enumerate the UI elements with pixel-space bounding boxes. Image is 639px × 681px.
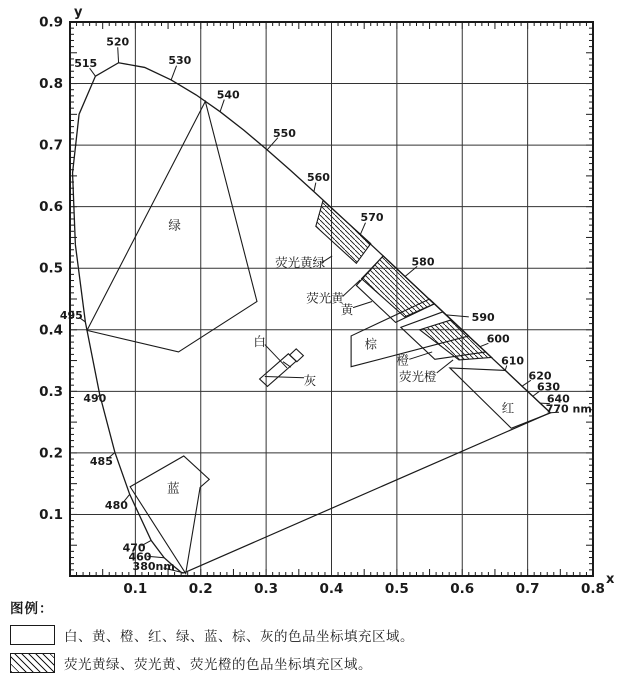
region-label-brown: 棕 <box>364 336 377 352</box>
x-tick-label-0.1: 0.1 <box>123 581 148 597</box>
wavelength-label-570: 570 <box>360 211 384 225</box>
region-label-fluorescent-orange: 荧光橙 <box>399 369 437 385</box>
region-label-orange: 橙 <box>396 352 410 368</box>
wavelength-label-495: 495 <box>59 309 83 323</box>
wavelength-label-640: 640 <box>546 392 570 406</box>
region-leader-yellow <box>353 301 372 307</box>
legend-text-solid: 白、黄、橙、红、绿、蓝、棕、灰的色品坐标填充区域。 <box>64 629 414 645</box>
wavelength-leader-570 <box>360 223 365 235</box>
wavelength-label-770nm: 770 nm <box>545 402 592 416</box>
wavelength-label-520: 520 <box>106 35 130 49</box>
region-label-red: 红 <box>501 400 515 416</box>
y-axis-title: y <box>74 5 83 20</box>
wavelength-label-560: 560 <box>306 171 330 185</box>
y-tick-label-0.2: 0.2 <box>39 445 63 462</box>
wavelength-label-540: 540 <box>216 88 240 102</box>
region-label-green: 绿 <box>168 217 181 233</box>
x-tick-label-0.6: 0.6 <box>450 581 475 597</box>
legend-row-solid <box>10 625 635 645</box>
y-tick-label-0.5: 0.5 <box>39 260 63 277</box>
region-label-yellow: 黄 <box>340 301 354 317</box>
wavelength-label-485: 485 <box>89 454 113 468</box>
wavelength-label-600: 600 <box>486 332 510 346</box>
wavelength-label-620: 620 <box>528 369 552 383</box>
y-tick-label-0.4: 0.4 <box>39 322 63 339</box>
wavelength-label-480: 480 <box>104 499 128 513</box>
wavelength-label-630: 630 <box>537 380 561 394</box>
region-leader-orange <box>409 352 432 359</box>
legend-title: 图例： <box>10 601 54 617</box>
legend-row-hatched <box>10 653 635 673</box>
wavelength-leader-590 <box>446 315 469 317</box>
region-white <box>290 349 304 362</box>
region-label-white: 白 <box>253 333 266 349</box>
region-leader-fluorescent-yellow <box>343 280 361 297</box>
region-leader-fluorescent-orange <box>437 360 453 373</box>
wavelength-label-530: 530 <box>168 54 192 68</box>
x-tick-label-0.8: 0.8 <box>581 581 605 597</box>
wavelength-leader-530 <box>171 66 176 80</box>
region-label-fluorescent-yellow: 荧光黄 <box>306 290 344 306</box>
y-tick-label-0.7: 0.7 <box>39 137 63 154</box>
wavelength-label-380nm: 380nm <box>132 560 175 574</box>
x-tick-label-0.7: 0.7 <box>515 581 540 597</box>
x-tick-label-0.4: 0.4 <box>319 581 344 597</box>
region-fluorescent-orange <box>420 320 492 360</box>
region-label-gray: 灰 <box>303 372 317 388</box>
region-fluorescent-yellow-green <box>316 201 371 264</box>
y-tick-label-0.6: 0.6 <box>39 199 63 216</box>
purple-line <box>184 413 550 573</box>
wavelength-label-490: 490 <box>83 392 107 406</box>
wavelength-label-610: 610 <box>501 354 525 368</box>
legend-text-hatched: 荧光黄绿、荧光黄、荧光橙的色品坐标填充区域。 <box>64 657 372 673</box>
wavelength-label-460: 460 <box>128 550 152 564</box>
wavelength-leader-520 <box>118 47 119 63</box>
y-tick-label-0.8: 0.8 <box>39 76 63 93</box>
wavelength-label-580: 580 <box>411 255 435 269</box>
x-tick-label-0.3: 0.3 <box>254 581 279 597</box>
region-label-fluorescent-yellow-green: 荧光黄绿 <box>275 255 326 271</box>
x-axis-title: x <box>606 572 615 587</box>
y-tick-label-0.3: 0.3 <box>39 383 63 400</box>
wavelength-label-550: 550 <box>272 126 296 140</box>
x-tick-label-0.2: 0.2 <box>188 581 213 597</box>
x-tick-label-0.5: 0.5 <box>384 581 409 597</box>
wavelength-label-590: 590 <box>471 310 495 324</box>
legend <box>10 597 635 673</box>
region-label-blue: 蓝 <box>167 480 180 496</box>
region-leader-gray <box>265 377 304 378</box>
legend-swatch-plain-icon <box>10 625 55 645</box>
y-tick-label-0.1: 0.1 <box>39 506 63 523</box>
legend-swatch-hatched-icon <box>10 653 55 673</box>
y-tick-label-0.9: 0.9 <box>39 14 63 31</box>
wavelength-label-515: 515 <box>74 57 98 71</box>
wavelength-label-470: 470 <box>122 541 146 555</box>
